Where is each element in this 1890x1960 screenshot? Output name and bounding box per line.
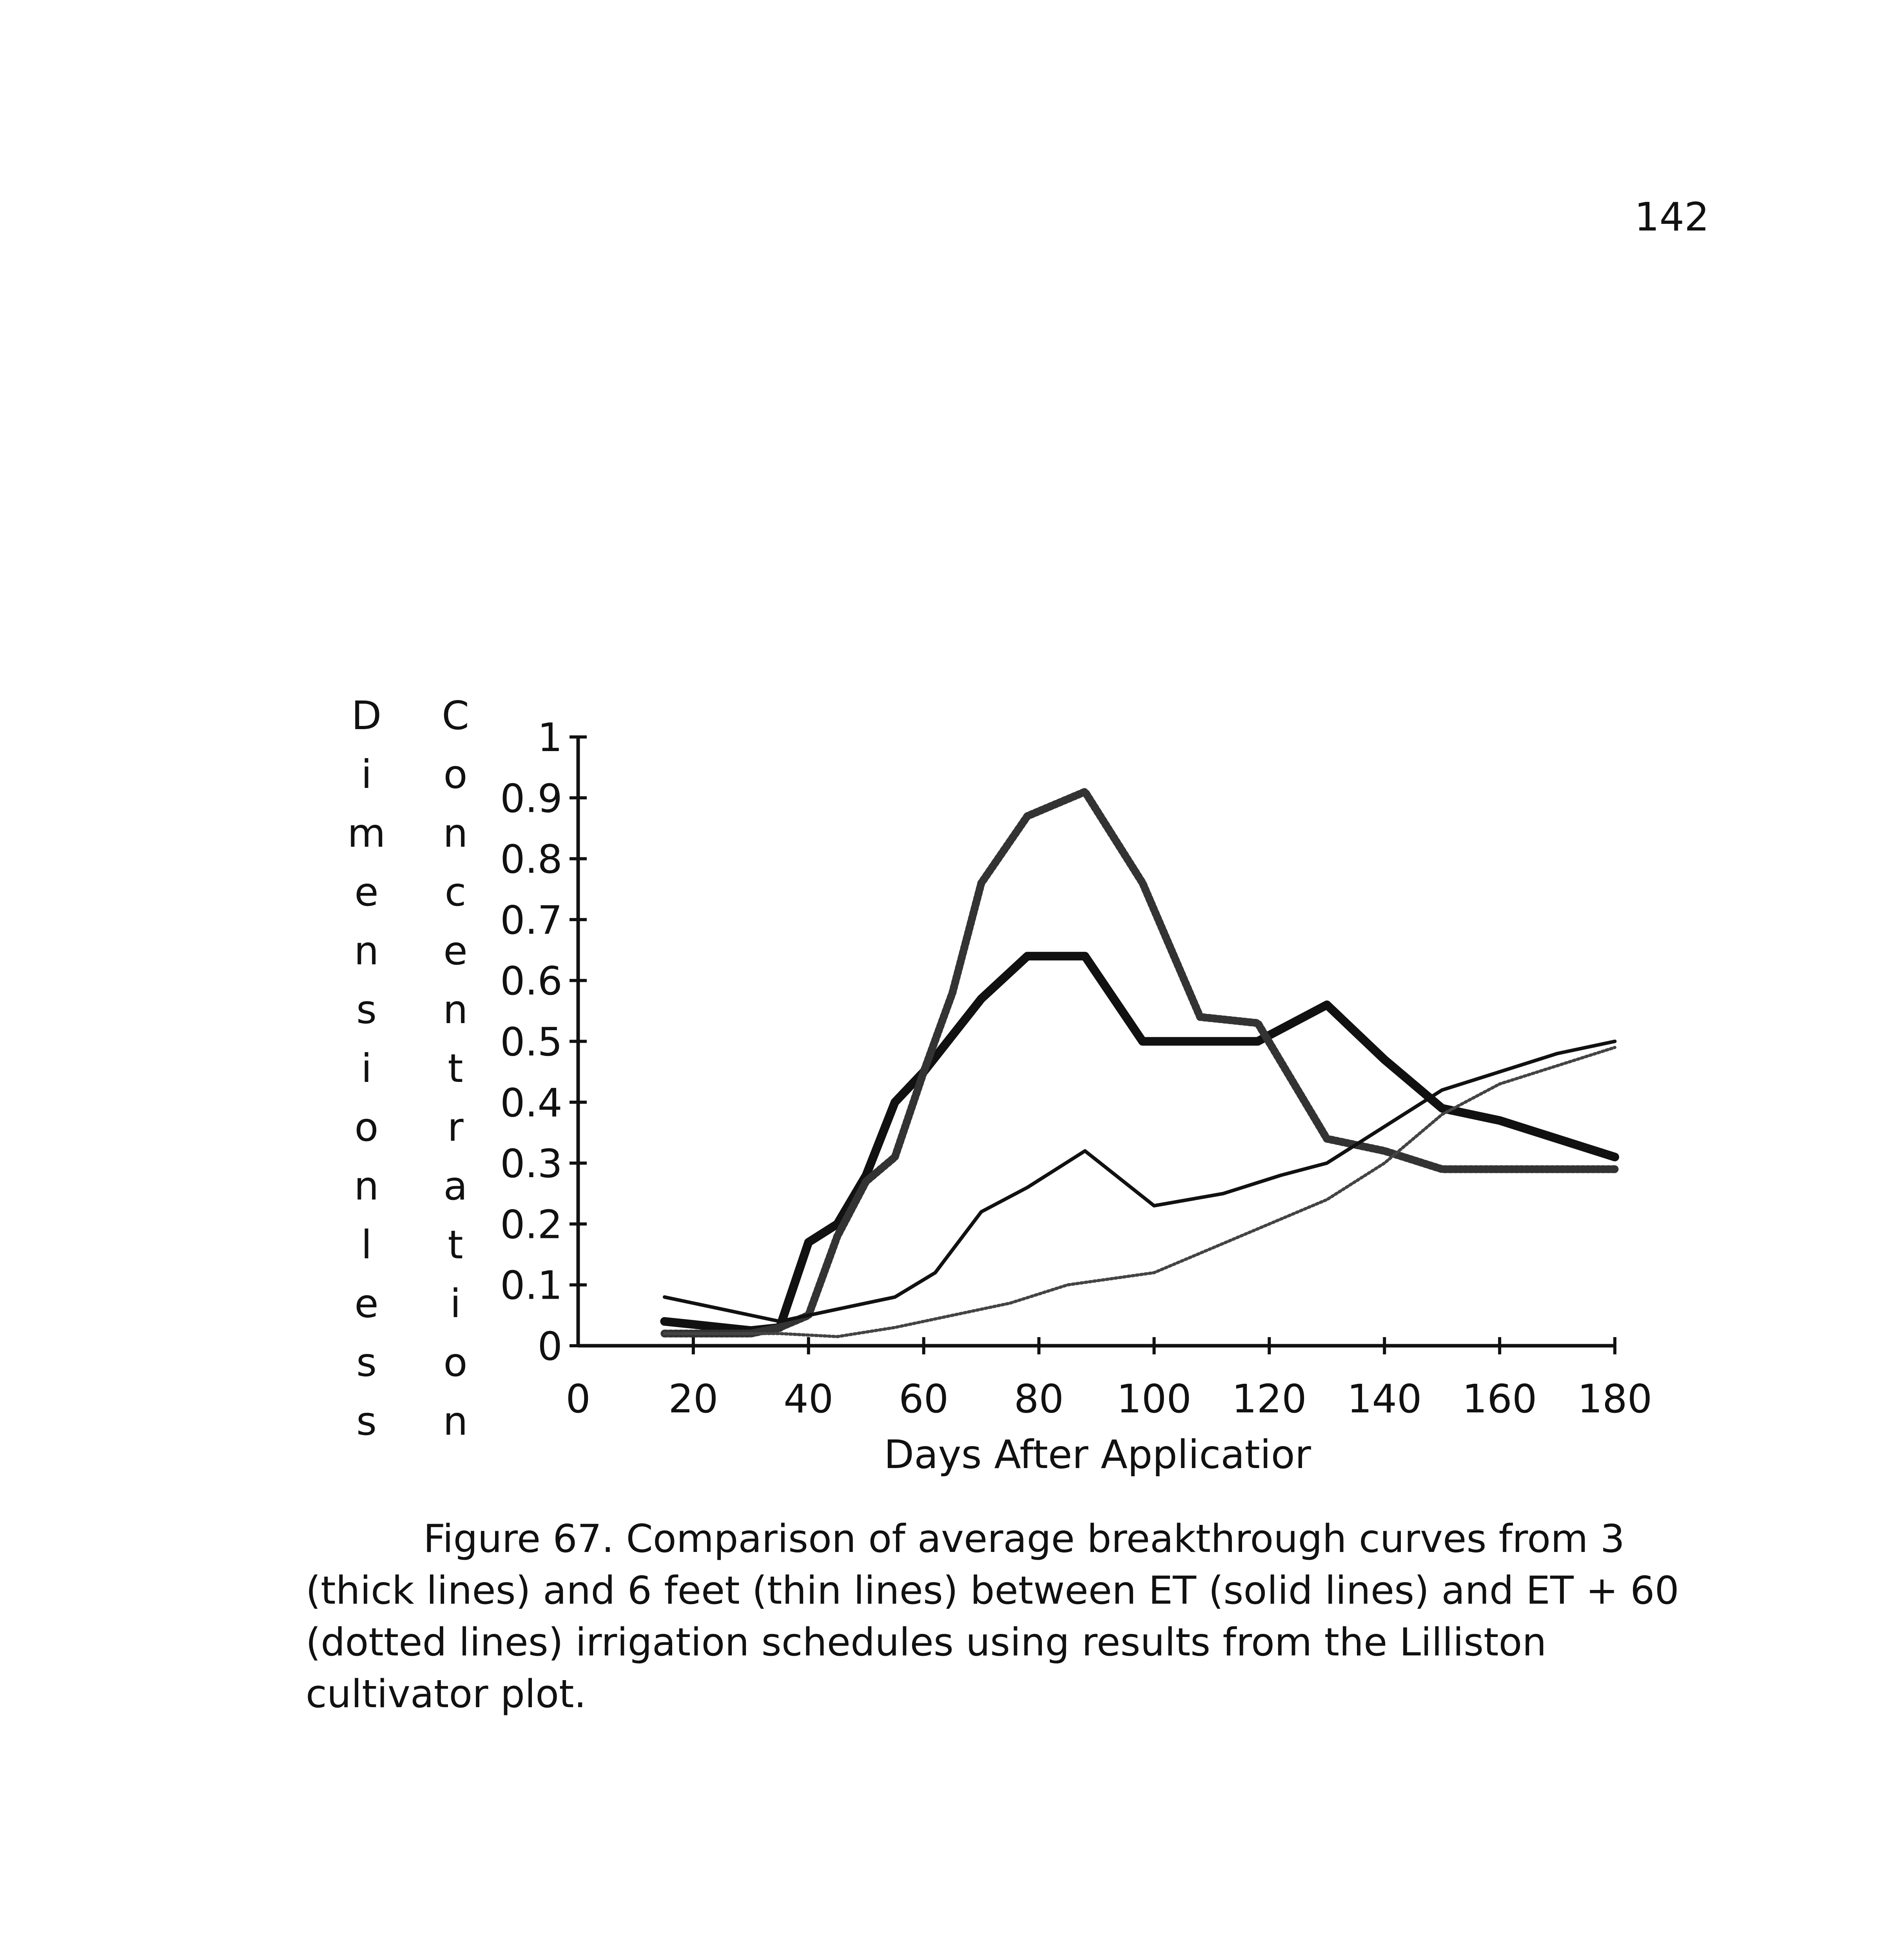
y-label-char: n <box>443 810 468 856</box>
y-tick-label: 1 <box>537 715 562 760</box>
y-label-char: r <box>447 1104 464 1150</box>
x-tick-label: 80 <box>1014 1376 1064 1422</box>
x-tick-label: 140 <box>1347 1376 1422 1422</box>
chart-series <box>664 792 1615 1337</box>
y-label-char: o <box>443 1339 468 1385</box>
caption-line-1: Figure 67. Comparison of average breakthrough curves from 3 <box>423 1517 1625 1561</box>
y-label-char: n <box>354 1163 379 1209</box>
y-label-char: i <box>361 1045 372 1091</box>
y-label-char: C <box>442 693 469 739</box>
y-tick-label: 0.7 <box>500 897 562 943</box>
y-tick-label: 0 <box>537 1323 562 1369</box>
series-line-thin-solid <box>664 1042 1615 1321</box>
x-tick-label: 0 <box>566 1376 591 1422</box>
y-label-char: e <box>443 928 468 974</box>
y-label-char: D <box>351 693 382 739</box>
series-line-thin-dotted <box>664 1047 1615 1337</box>
y-tick-label: 0.8 <box>500 836 562 882</box>
y-tick-label: 0.4 <box>500 1080 562 1126</box>
y-label-char: s <box>356 987 377 1033</box>
y-label-char: l <box>361 1222 372 1268</box>
chart-axes <box>570 737 1615 1354</box>
y-label-char: n <box>443 1398 468 1444</box>
y-label-char: o <box>443 751 468 797</box>
y-tick-label: 0.2 <box>500 1201 562 1248</box>
y-axis-label-dimensionless <box>347 693 385 1444</box>
x-tick-label: 180 <box>1577 1376 1652 1422</box>
caption-line-3: (dotted lines) irrigation schedules using results from the Lilliston <box>306 1620 1547 1665</box>
y-axis-label-concentration <box>442 693 469 1444</box>
y-label-char: m <box>347 810 386 856</box>
x-tick-label: 100 <box>1117 1376 1192 1422</box>
y-label-char: e <box>354 1281 379 1327</box>
y-label-char: n <box>354 928 379 974</box>
caption-line-2: (thick lines) and 6 feet (thin lines) between ET (solid lines) and ET + 60 <box>306 1568 1679 1613</box>
x-axis-label: Days After Applicatior <box>884 1432 1311 1477</box>
y-label-char: t <box>448 1045 463 1091</box>
x-tick-label: 120 <box>1232 1376 1307 1422</box>
y-label-char: a <box>443 1163 468 1209</box>
y-tick-label: 0.9 <box>500 775 562 822</box>
y-label-char: t <box>448 1222 463 1268</box>
y-tick-label: 0.5 <box>500 1019 562 1065</box>
y-label-char: s <box>356 1339 377 1385</box>
figure-caption <box>306 1513 1701 1720</box>
x-tick-label: 160 <box>1462 1376 1537 1422</box>
x-tick-label: 20 <box>668 1376 718 1422</box>
y-tick-label: 0.6 <box>500 958 562 1004</box>
y-label-char: c <box>444 869 466 915</box>
y-tick-label: 0.1 <box>500 1262 562 1308</box>
y-tick-label: 0.3 <box>500 1141 562 1187</box>
page-number: 142 <box>1634 194 1709 240</box>
x-tick-label: 60 <box>899 1376 949 1422</box>
y-label-char: n <box>443 987 468 1033</box>
y-label-char: o <box>354 1104 379 1150</box>
x-tick-label: 40 <box>784 1376 834 1422</box>
y-label-char: i <box>450 1281 461 1327</box>
caption-line-4: cultivator plot. <box>306 1672 586 1717</box>
y-label-char: e <box>354 869 379 915</box>
chart-tick-labels <box>500 715 1652 1422</box>
y-label-char: s <box>356 1398 377 1444</box>
y-label-char: i <box>361 751 372 797</box>
